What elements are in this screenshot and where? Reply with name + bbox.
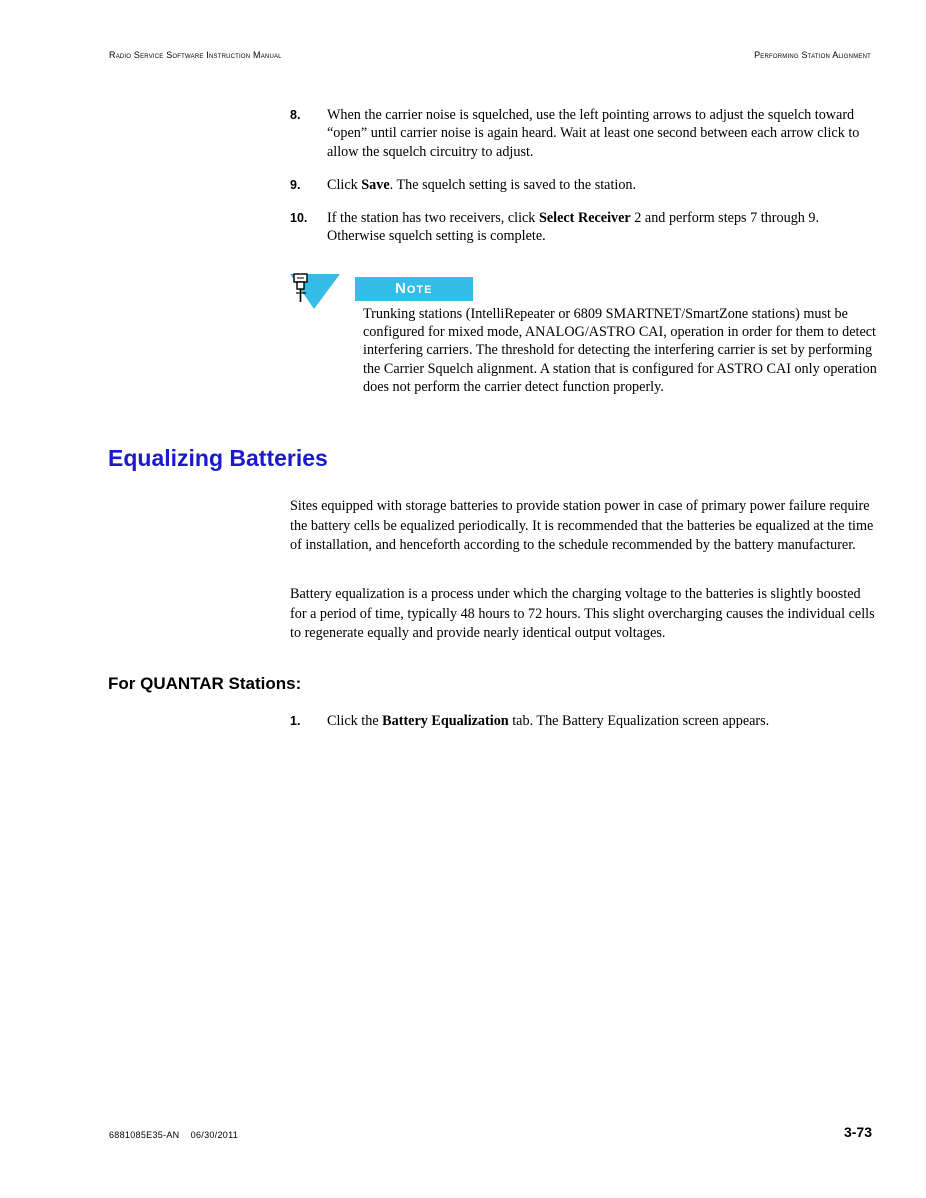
step-number: 1. [290, 714, 301, 728]
step-8 [290, 106, 880, 161]
page-number: 3-73 [843, 1124, 872, 1140]
section-paragraph-2: Battery equalization is a process under which the charging voltage to the batteries is slightly boosted for a period of time, typically 48 hours to 72 hours. This slight overcharging causes the individual cells to regenerate equally and provide nearly identical output voltages. [290, 586, 875, 641]
ui-term-save: Save [361, 177, 390, 193]
step-number: 10. [290, 211, 308, 225]
section-heading: Equalizing Batteries [108, 445, 328, 471]
step-10 [290, 209, 880, 246]
running-header-left: Radio Service Software Instruction Manual [109, 50, 282, 60]
section-paragraph-1: Sites equipped with storage batteries to provide station power in case of primary power failure require the battery cells be equalized periodically. It is recommended that the batteries be equalized at the time of installation, and henceforth according to the schedule recommended by the battery manufacturer. [290, 498, 874, 553]
ui-term-select-receiver: Select Receiver [538, 210, 631, 226]
note-text: Trunking stations (IntelliRepeater or 6809 SMARTNET/SmartZone stations) must be configured for mixed mode, ANALOG/ASTRO CAI, operation in order for them to detect interfering carriers. The threshold for detecting the interfering carrier is set by performing the Carrier Squelch alignment. A station that is configured for ASTRO CAI only operation does not perform the carrier detect function properly. [363, 306, 877, 395]
footer-doc-id: 6881085E35-AN 06/30/2011 [109, 1130, 239, 1140]
step-number: 8. [290, 108, 301, 122]
subsection-heading: For QUANTAR Stations: [108, 674, 302, 693]
step-text: Click Save. The squelch setting is saved to the station. [327, 177, 637, 193]
running-header-right: Performing Station Alignment [754, 50, 871, 60]
step-text: If the station has two receivers, click Select Receiver 2 and perform steps 7 through 9. Otherwise squelch setting is complete. [327, 210, 820, 245]
step-text: When the carrier noise is squelched, use the left pointing arrows to adjust the squelch toward “open” until carrier noise is again heard. Wait at least one second between each arrow click to allow the squelch circuitry to adjust. [327, 107, 860, 160]
step-9 [290, 176, 880, 194]
pushpin-note-icon [290, 272, 342, 310]
note-label: Note [355, 277, 473, 301]
step-1 [290, 712, 880, 730]
step-number: 9. [290, 178, 301, 192]
step-text: Click the Battery Equalization tab. The Battery Equalization screen appears. [327, 713, 770, 729]
ui-term-battery-equalization: Battery Equalization [382, 713, 509, 729]
